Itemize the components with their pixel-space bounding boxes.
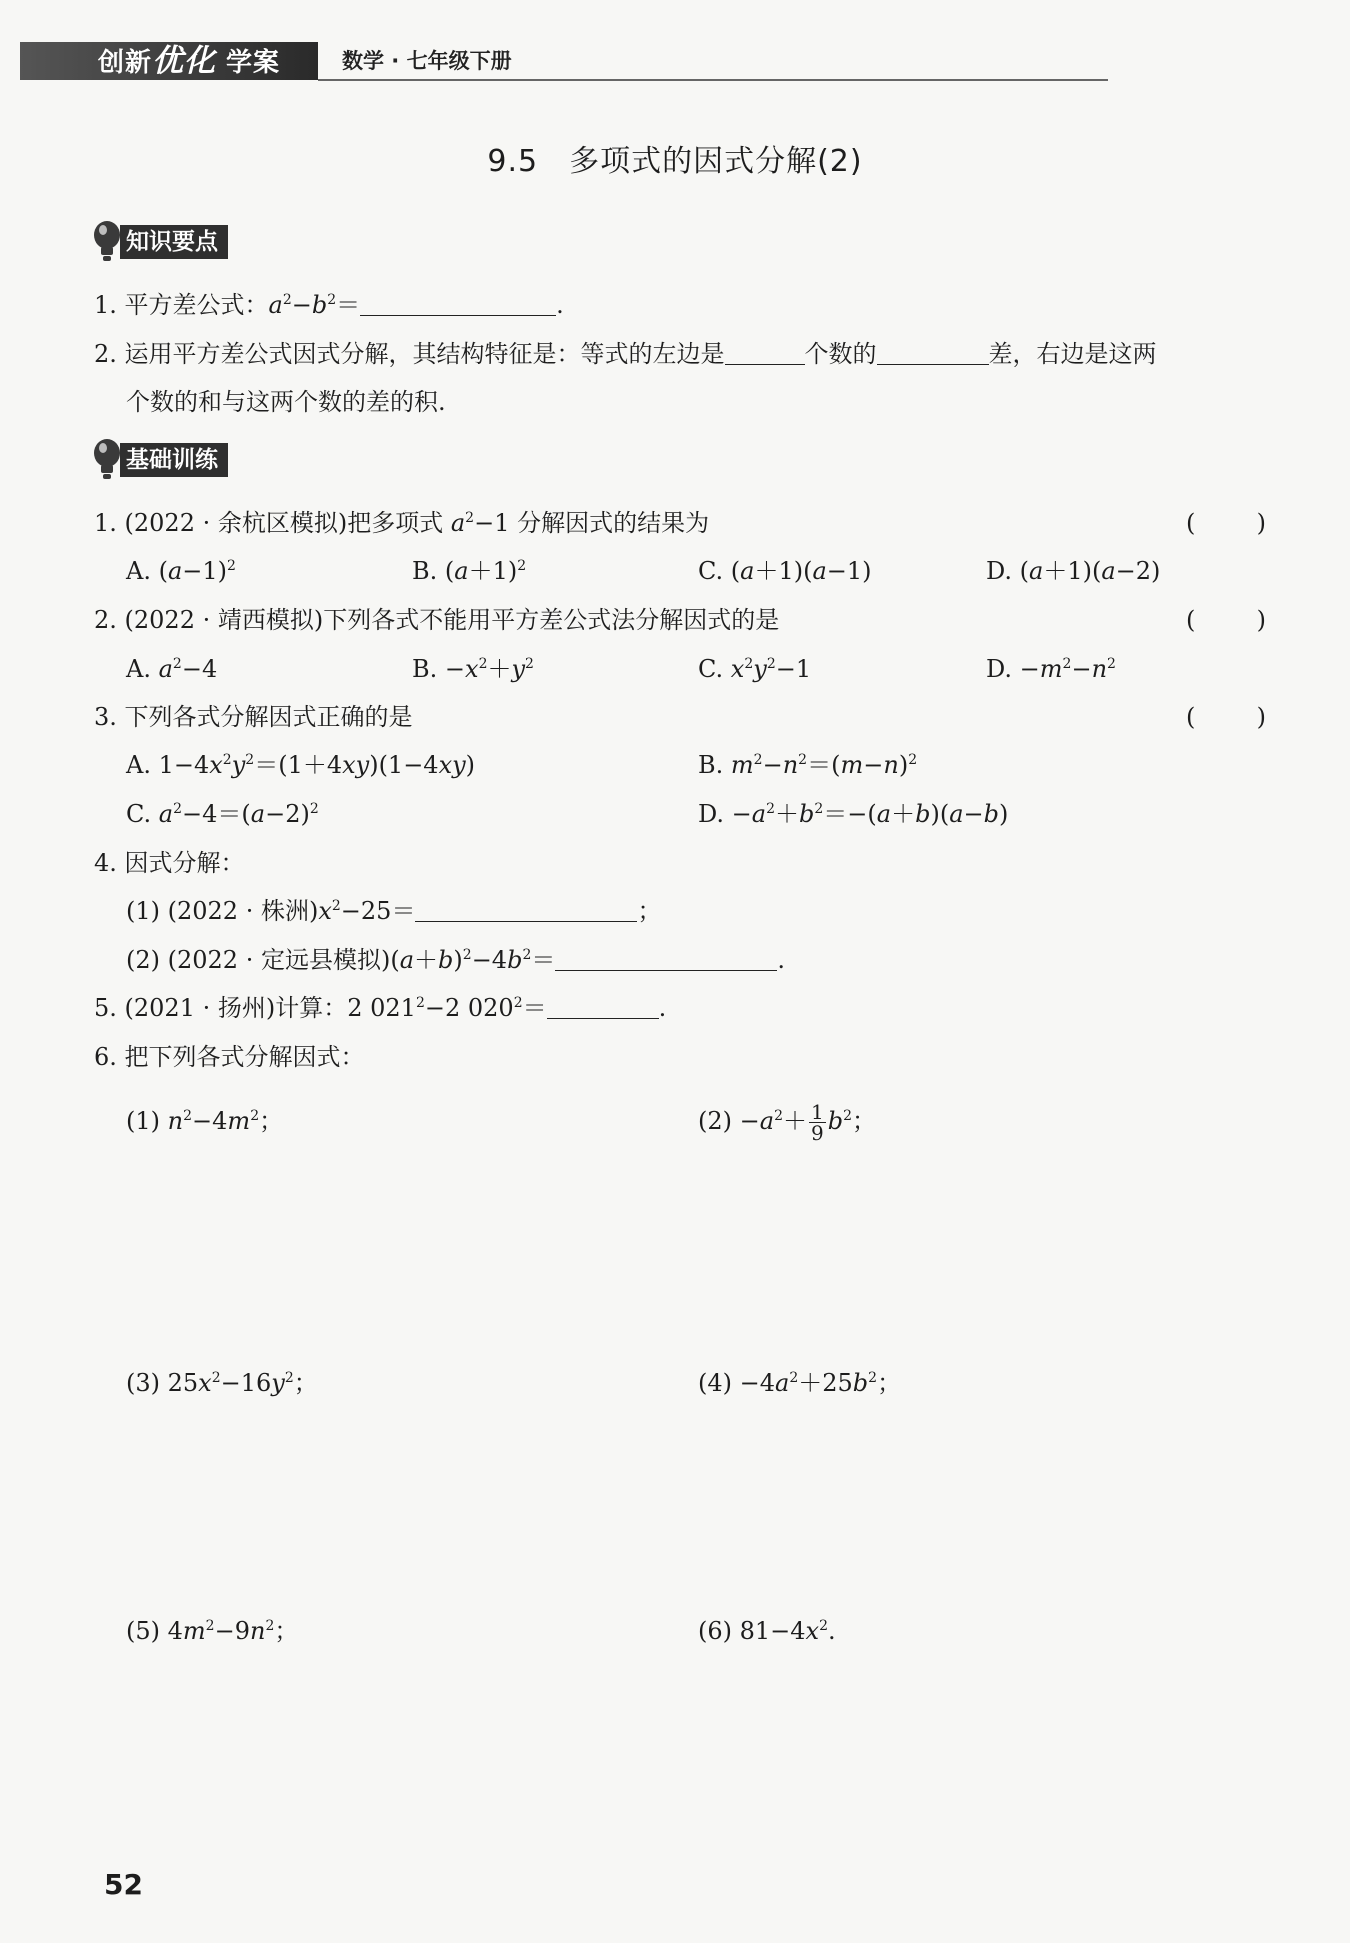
question-4-stem: 4. 因式分解： [94,849,245,877]
answer-blank[interactable] [415,897,637,922]
section-label: 基础训练 [120,443,228,477]
choice-b[interactable]: B. $m^2-n^2=(m-n)^2$ [698,751,918,779]
choice-a[interactable]: A. $(a-1)^2$ [126,557,236,585]
question-4-part-1: (1) (2022 · 株洲)$x^2-25=$ ； [126,897,662,925]
choice-d[interactable]: D. $-a^2+b^2=-(a+b)(a-b)$ [698,800,1009,828]
answer-bracket[interactable]: ( ) [1186,509,1266,537]
brand-text-3: 学案 [226,48,281,78]
question-6-part-6: (6) $81-4x^2$. [698,1617,836,1645]
page-number: 52 [104,1868,143,1901]
choice-a[interactable]: A. $1-4x^2y^2=(1+4xy)(1-4xy)$ [126,751,476,779]
question-2-stem: 2. (2022 · 靖西模拟)下列各式不能用平方差公式法分解因式的是 [94,606,780,634]
page-header [20,42,1090,80]
question-1-stem: 1. (2022 · 余杭区模拟)把多项式 $a^2-1$ 分解因式的结果为 [94,509,710,537]
question-6-part-4: $(4) -4a^2+25b^2$； [698,1369,902,1397]
answer-blank[interactable] [547,994,659,1019]
knowledge-item-2-cont: 个数的和与这两个数的差的积. [126,388,446,416]
answer-blank[interactable] [360,291,556,316]
question-6-part-5: (5) $4m^2-9n^2$； [126,1617,299,1645]
choice-b[interactable]: B. $-x^2+y^2$ [412,655,534,683]
question-6-part-1: (1) $n^2-4m^2$； [126,1107,284,1135]
brand-text-1: 创新 [98,48,153,78]
choice-c[interactable]: C. $x^2y^2-1$ [698,655,812,683]
fraction-one-ninth: $\frac{1}{9}$ [810,1100,824,1145]
choice-c[interactable]: C. (a＋1)(a−1) [698,557,872,585]
header-rule [318,79,1108,81]
brand-text-2: 优化 [152,43,217,79]
answer-blank[interactable] [725,340,805,365]
choice-c[interactable]: C. $a^2-4=(a-2)^2$ [126,800,319,828]
knowledge-item-2: 2. 运用平方差公式因式分解，其结构特征是：等式的左边是 个数的 差，右边是这两 [94,340,1157,368]
question-6-part-3: (3) $25x^2-16y^2$； [126,1369,318,1397]
choice-b[interactable]: B. $(a+1)^2$ [412,557,527,585]
subject-label: 数学 · 七年级下册 [342,49,512,73]
brand-logo [20,42,318,80]
question-4-part-2: (2) (2022 · 定远县模拟)$(a+b)^2-4b^2=$ . [126,946,786,974]
answer-bracket[interactable]: ( ) [1186,703,1266,731]
choice-a[interactable]: A. $a^2-4$ [126,655,218,683]
answer-bracket[interactable]: ( ) [1186,606,1266,634]
choice-d[interactable]: D. $-m^2-n^2$ [986,655,1116,683]
question-5: 5. (2021 · 扬州)计算：2 $021^2-2$ $020^2=$ . [94,994,667,1022]
section-label: 知识要点 [120,225,228,259]
question-6-stem: 6. 把下列各式分解因式： [94,1043,365,1071]
knowledge-item-1: 1. 平方差公式：$a^2-b^2=$ . [94,291,564,319]
answer-blank[interactable] [877,340,989,365]
question-3-stem: 3. 下列各式分解因式正确的是 [94,703,413,731]
choice-d[interactable]: D. (a＋1)(a−2) [986,557,1161,585]
answer-blank[interactable] [555,946,777,971]
question-6-part-2: $(2) -a^2+$ $\frac{1}{9}$ $b^2$； [698,1100,877,1145]
page-title: 9.5 多项式的因式分解(2) [487,144,863,179]
